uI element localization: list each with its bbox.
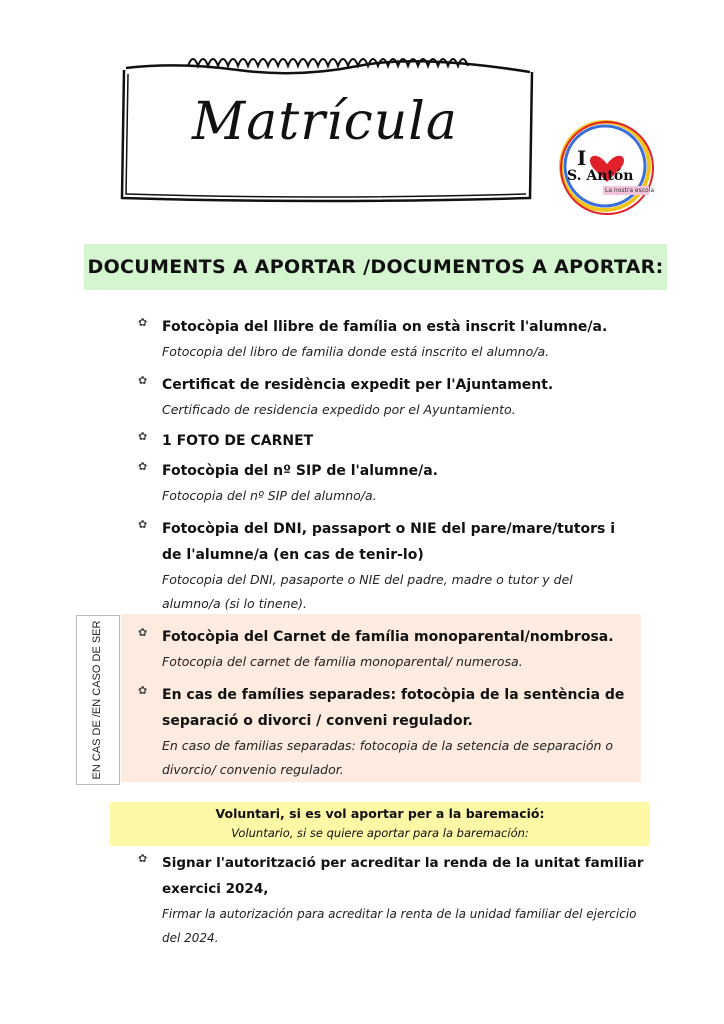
item-text-es: Fotocopia del DNI, pasaporte o NIE del padre, madre o tutor y del alumno/a (si lo tinene). [162, 572, 573, 611]
logo-letter: I [577, 146, 587, 170]
flower-bullet-icon: ✿ [138, 374, 148, 387]
page-title: Matrícula [192, 92, 458, 152]
item-text-ca: Fotocòpia del nº SIP de l'alumne/a. [162, 463, 438, 479]
list-item [138, 372, 648, 422]
logo-tagline: La nostra escola [605, 187, 655, 194]
item-text-es: Fotocopia del carnet de familia monoparental/ numerosa. [162, 654, 523, 669]
item-text-es: En caso de familias separadas: fotocopia de la setencia de separación o divorcio/ convenio regulador. [162, 738, 614, 777]
item-text-ca: 1 FOTO DE CARNET [162, 433, 314, 449]
list-item [138, 314, 648, 364]
flower-bullet-icon: ✿ [138, 518, 148, 531]
documents-header: DOCUMENTS A APORTAR /DOCUMENTOS A APORTAR: [84, 244, 667, 290]
item-text-es: Certificado de residencia expedido por el Ayuntamiento. [162, 402, 516, 417]
flower-bullet-icon: ✿ [138, 460, 148, 473]
logo-school-name: S. Antón [567, 168, 634, 184]
list-item [138, 624, 648, 674]
flower-bullet-icon: ✿ [138, 852, 148, 865]
side-label: EN CAS DE /EN CASO DE SER [91, 620, 103, 780]
voluntary-title-es: Voluntario, si se quiere aportar para la baremación: [231, 826, 529, 840]
flower-bullet-icon: ✿ [138, 316, 148, 329]
school-logo [545, 118, 675, 218]
item-text-es: Firmar la autorización para acreditar la renta de la unidad familiar del ejercicio del 2024. [162, 907, 637, 945]
list-item [138, 850, 658, 950]
list-item [138, 682, 638, 782]
flower-bullet-icon: ✿ [138, 626, 148, 639]
item-text-ca: En cas de famílies separades: fotocòpia de la sentència de separació o divorci / conveni regulador. [162, 687, 625, 729]
item-text-ca: Signar l'autorització per acreditar la renda de la unitat familiar exercici 2024, [162, 855, 644, 897]
item-text-es: Fotocopia del nº SIP del alumno/a. [162, 488, 377, 503]
item-text-ca: Fotocòpia del Carnet de família monoparental/nombrosa. [162, 629, 614, 645]
flower-bullet-icon: ✿ [138, 430, 148, 443]
flower-bullet-icon: ✿ [138, 684, 148, 697]
list-item [138, 516, 628, 616]
list-item [138, 458, 648, 508]
list-item [138, 428, 648, 454]
voluntary-title-ca: Voluntari, si es vol aportar per a la baremació: [215, 806, 545, 821]
item-text-ca: Certificat de residència expedit per l'Ajuntament. [162, 377, 554, 393]
item-text-ca: Fotocòpia del llibre de família on està inscrit l'alumne/a. [162, 319, 608, 335]
item-text-es: Fotocopia del libro de familia donde está inscrito el alumno/a. [162, 344, 550, 359]
item-text-ca: Fotocòpia del DNI, passaport o NIE del pare/mare/tutors i de l'alumne/a (en cas de tenir-lo) [162, 521, 616, 563]
voluntary-banner [110, 802, 650, 846]
